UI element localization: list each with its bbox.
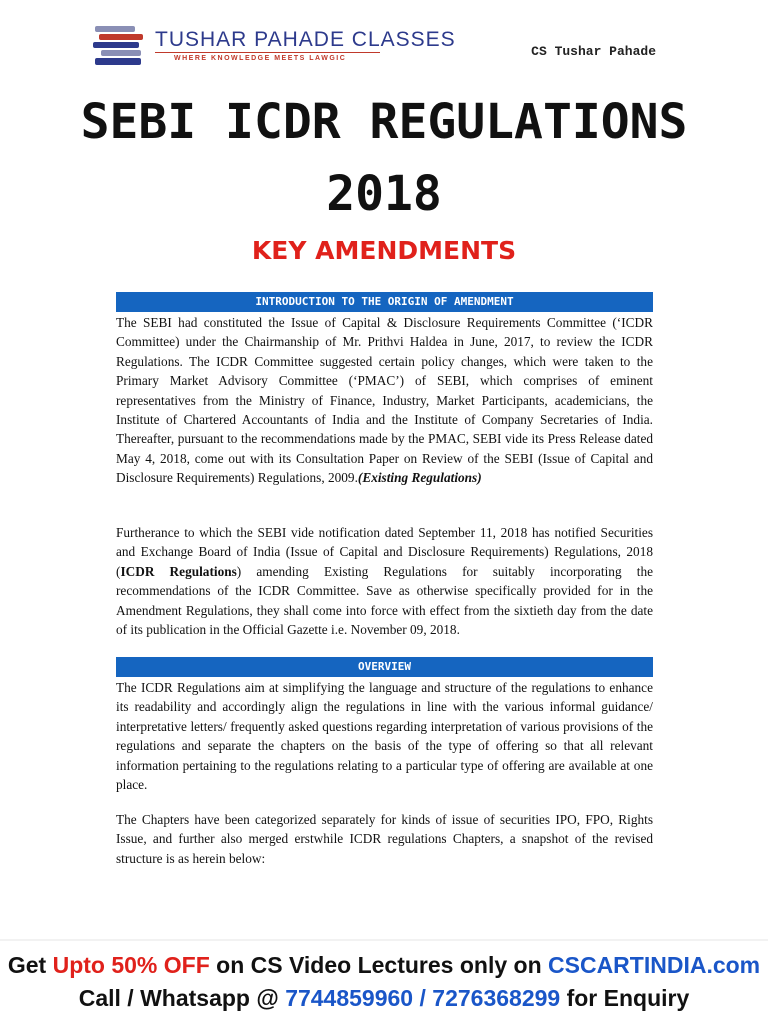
promo-phone-numbers[interactable]: 7744859960 / 7276368299 — [285, 985, 561, 1011]
books-logo-icon — [93, 24, 145, 68]
author-name: CS Tushar Pahade — [531, 44, 656, 59]
page-title-line1: SEBI ICDR REGULATIONS — [80, 94, 688, 150]
intro-paragraph-1-text: The SEBI had constituted the Issue of Capital & Disclosure Requirements Committee (‘ICDR Committee) under the Chairmanship of Mr. Prithvi Haldea in June, 2017, to review the ICDR Regulations. The ICDR Committee suggested certain policy changes, which were taken to the Primary Market Advisory Committee (‘PMAC’) of SEBI, which comprises of eminent representatives from the Ministry of Finance, Industry, Market Participants, academicians, the Institute of Chartered Accountants of India and the Institute of Company Secretaries of India. Thereafter, pursuant to the recommendations made by the PMAC, SEBI vide its Press Release dated May 4, 2018, come out with its Consultation Paper on Review of the SEBI (Issue of Capital and Disclosure Requirements) Regulations, 2009. — [116, 315, 653, 486]
logo-tagline: WHERE KNOWLEDGE MEETS LAWGIC — [174, 55, 347, 62]
promo-offer-text: on CS Video Lectures only on — [209, 952, 549, 978]
overview-paragraph-2: The Chapters have been categorized separately for kinds of issue of securities IPO, FPO, Rights Issue, and further also merged erstwhile ICDR regulations Chapters, a snapshot of the revised structure is as herein below: — [116, 812, 653, 866]
promo-line-1 — [0, 952, 768, 979]
intro-section-heading: INTRODUCTION TO THE ORIGIN OF AMENDMENT — [116, 292, 653, 312]
intro-paragraph-2-end: ) amending Existing Regulations for suitably incorporating the recommendations of the ICDR Committee. Save as otherwise specifically provided for in the Amendment Regulations, they shall come into force with effect from the sixtieth day from the date of its publication in the Official Gazette i.e. November 09, 2018. — [116, 563, 653, 638]
promo-call-label: Call / Whatsapp @ — [78, 985, 286, 1011]
page-title-line2: 2018 — [326, 166, 442, 222]
intro-paragraph-1 — [116, 313, 653, 488]
overview-section-heading: OVERVIEW — [116, 657, 653, 677]
logo-divider — [155, 52, 380, 53]
intro-paragraph-2 — [116, 523, 653, 639]
icdr-regulations-term: ICDR Regulations — [120, 563, 237, 579]
existing-regulations-term: (Existing Regulations) — [357, 470, 482, 486]
page-header — [0, 0, 768, 90]
page-subtitle: KEY AMENDMENTS — [251, 236, 517, 265]
intro-paragraph-2-start: Furtherance to which the SEBI vide notification dated September 11, 2018 has notified Securities and Exchange Board of India (Issue of Capital and Disclosure Requirements) Regulations, 2018 ( — [116, 525, 653, 579]
promo-enquiry: for Enquiry — [560, 985, 690, 1011]
promo-get: Get — [7, 952, 53, 978]
logo-name: TUSHAR PAHADE CLASSES — [155, 28, 456, 51]
overview-paragraph-1: The ICDR Regulations aim at simplifying the language and structure of the regulations to enhance its readability and accordingly align the regulations in line with the various informal guidance/ interpretative letters/ frequently asked questions regarding interpretation of various provisions of the regulations and separate the chapters on the basis of the type of offering so that all relevant information pertaining to the regulations relating to a particular type of offering are available at one place. — [116, 680, 653, 793]
promo-website-link[interactable]: CSCARTINDIA.com — [548, 952, 761, 978]
footer-divider — [0, 939, 768, 941]
promo-line-2 — [0, 985, 768, 1012]
promo-discount: Upto 50% OFF — [52, 952, 210, 978]
